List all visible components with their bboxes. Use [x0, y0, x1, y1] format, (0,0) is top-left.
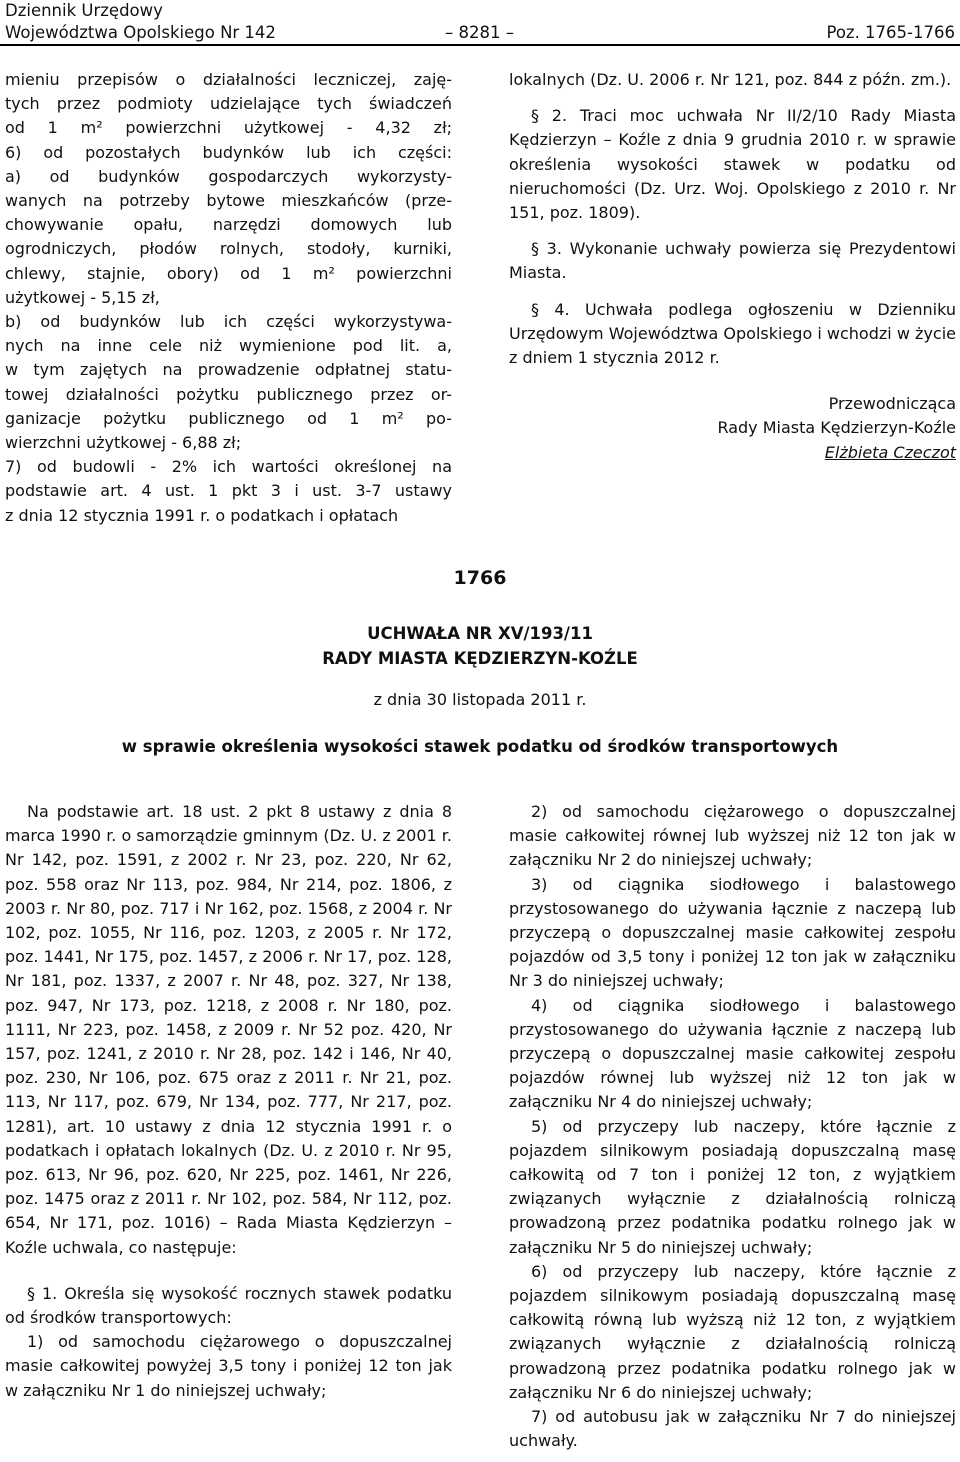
text-line: w tym zajętych na prowadzenie odpłatnej statu- — [5, 360, 452, 380]
text-line: użytkowej - 5,15 zł, — [5, 287, 160, 307]
page-header — [5, 0, 955, 44]
continuation-paragraph: lokalnych (Dz. U. 2006 r. Nr 121, poz. 844 z późn. zm.). — [509, 70, 952, 89]
text-line: 6) od pozostałych budynków lub ich części: — [5, 142, 452, 162]
text-line: ogrodniczych, płodów rolnych, stodoły, kurniki, — [5, 239, 452, 259]
section-1-point-5: 5) od przyczepy lub naczepy, które łącznie z pojazdem silnikowym posiadają dopuszczalną masę całkowitą od 7 ton i poniżej 12 ton, z wyjątkiem związanych wyłącznie z działalnością rolniczą prowadzoną przez podatnika podatku rolnego jak w załączniku Nr 5 do niniejszej uchwały; — [509, 1116, 956, 1257]
act-subject: w sprawie określenia wysokości stawek podatku od środków transportowych — [121, 737, 839, 756]
text-line: nych na inne cele niż wymienione pod lit. a, — [5, 336, 452, 356]
section-1: § 1. Określa się wysokość rocznych stawek podatku od środków transportowych: — [5, 1283, 452, 1328]
text-line: z dnia 12 stycznia 1991 r. o podatkach i opłatach — [5, 505, 399, 525]
position-range: Poz. 1765-1766 — [826, 23, 955, 42]
act-number: 1766 — [453, 567, 507, 589]
section-1-point-3: 3) od ciągnika siodłowego i balastowego przystosowanego do używania łącznie z naczepą lub przyczepą o dopuszczalnej masie całkowitej zespołu pojazdów od 3,5 tony i poniżej 12 ton jak w załączniku Nr 3 do niniejszej uchwały; — [509, 874, 956, 991]
text-line: chowywanie opału, narzędzi domowych lub — [5, 215, 452, 235]
text-line: a) od budynków gospodarczych wykorzysty- — [5, 166, 452, 186]
act-title-line1: UCHWAŁA NR XV/193/11 — [367, 624, 593, 643]
text-line: chlewy, stajnie, obory) od 1 m² powierzchni — [5, 263, 452, 283]
text-line: podstawie art. 4 ust. 1 pkt 3 i ust. 3-7 ustawy — [5, 481, 452, 501]
text-line: mieniu przepisów o działalności leczniczej, zaję- — [5, 70, 452, 89]
signature-title: Przewodnicząca — [828, 394, 956, 414]
section-3: § 3. Wykonanie uchwały powierza się Prezydentowi Miasta. — [509, 239, 956, 283]
preamble: Na podstawie art. 18 ust. 2 pkt 8 ustawy z dnia 8 marca 1990 r. o samorządzie gminnym (Dz. U. z 2001 r. Nr 142, poz. 1591, z 2002 r. Nr 23, poz. 220, Nr 62, poz. 558 oraz Nr 113, poz. 984, Nr 214, poz. 1806, z 2003 r. Nr 80, poz. 717 i Nr 162, poz. 1568, z 2004 r. Nr 102, poz. 1055, Nr 116, poz. 1203, z 2005 r. Nr 172, poz. 1441, Nr 175, poz. 1457, z 2006 r. Nr 17, poz. 128, Nr 181, poz. 1337, z 2007 r. Nr 48, poz. 327, Nr 138, poz. 947, Nr 173, poz. 1218, z 2008 r. Nr 180, poz. 1111, Nr 223, poz. 1458, z 2009 r. Nr 52 poz. 420, Nr 157, poz. 1241, z 2010 r. Nr 28, poz. 142 i 146, Nr 40, poz. 230, Nr 106, poz. 675 oraz z 2011 r. Nr 21, poz. 113, Nr 117, poz. 679, Nr 134, poz. 777, Nr 217, poz. 1281), art. 10 ustawy z dnia 12 stycznia 1991 r. o podatkach i opłatach lokalnych (Dz. U. z 2010 r. Nr 95, poz. 613, Nr 96, poz. 620, Nr 225, poz. 1461, Nr 226, poz. 1475 oraz z 2011 r. Nr 102, poz. 584, Nr 112, poz. 654, Nr 171, poz. 1016) – Rada Miasta Kędzierzyn – Koźle uchwala, co następuje: — [5, 802, 452, 1257]
signature-name: Elżbieta Czeczot — [824, 442, 956, 462]
top-right-column — [509, 68, 956, 465]
section-1-point-2: 2) od samochodu ciężarowego o dopuszczalnej masie całkowitej równej lub wyższej niż 12 ton jak w załączniku Nr 2 do niniejszej uchwały; — [509, 802, 956, 870]
text-line: b) od budynków lub ich części wykorzystywa- — [5, 312, 452, 332]
section-1-point-6: 6) od przyczepy lub naczepy, które łącznie z pojazdem silnikowym posiadają dopuszczalną masę całkowitą równą lub wyższą niż 12 ton, z wyjątkiem związanych wyłącznie z działalnością rolniczą prowadzoną przez podatnika podatku rolnego jak w załączniku Nr 6 do niniejszej uchwały; — [509, 1261, 956, 1402]
text-line: towej działalności pożytku publicznego przez or- — [5, 384, 452, 404]
act-title — [0, 621, 960, 671]
section-1-point-7: 7) od autobusu jak w załączniku Nr 7 do niniejszej uchwały. — [509, 1407, 956, 1451]
section-1-point-1: 1) od samochodu ciężarowego o dopuszczalnej masie całkowitej powyżej 3,5 tony i poniżej 12 ton jak w załączniku Nr 1 do niniejszej uchwały; — [5, 1332, 452, 1400]
text-line: ganizacje pożytku publicznego od 1 m² po- — [5, 408, 452, 428]
text-line: od 1 m² powierzchni użytkowej - 4,32 zł; — [5, 118, 452, 138]
text-line: tych przez podmioty udzielające tych świadczeń — [5, 94, 452, 114]
top-left-column — [5, 68, 452, 528]
page-number: – 8281 – — [445, 23, 514, 42]
publication-name: Dziennik Urzędowy — [5, 1, 163, 20]
text-line: wanych na potrzeby bytowe mieszkańców (prze- — [5, 191, 452, 211]
section-2: § 2. Traci moc uchwała Nr II/2/10 Rady Miasta Kędzierzyn – Koźle z dnia 9 grudnia 2010 r. w sprawie określenia wysokości stawek w podatku od nieruchomości (Dz. Urz. Woj. Opolskiego z 2010 r. Nr 151, poz. 1809). — [509, 106, 956, 223]
signature-body: Rady Miasta Kędzierzyn-Koźle — [717, 418, 956, 438]
bottom-right-column — [509, 800, 956, 1453]
header-rule — [0, 44, 960, 46]
act-title-line2: RADY MIASTA KĘDZIERZYN-KOŹLE — [322, 649, 638, 668]
bottom-left-column — [5, 800, 452, 1403]
act-date: z dnia 30 listopada 2011 r. — [373, 690, 587, 709]
text-line: wierzchni użytkowej - 6,88 zł; — [5, 433, 242, 453]
region-issue: Województwa Opolskiego Nr 142 — [5, 23, 276, 42]
section-4: § 4. Uchwała podlega ogłoszeniu w Dzienniku Urzędowym Województwa Opolskiego i wchodzi w życie z dniem 1 stycznia 2012 r. — [509, 299, 956, 368]
text-line: 7) od budowli - 2% ich wartości określonej na — [5, 457, 452, 477]
section-1-point-4: 4) od ciągnika siodłowego i balastowego przystosowanego do używania łącznie z naczepą lub przyczepą o dopuszczalnej masie całkowitej zespołu pojazdów równej lub wyższej niż 12 ton jak w załączniku Nr 4 do niniejszej uchwały; — [509, 995, 956, 1112]
